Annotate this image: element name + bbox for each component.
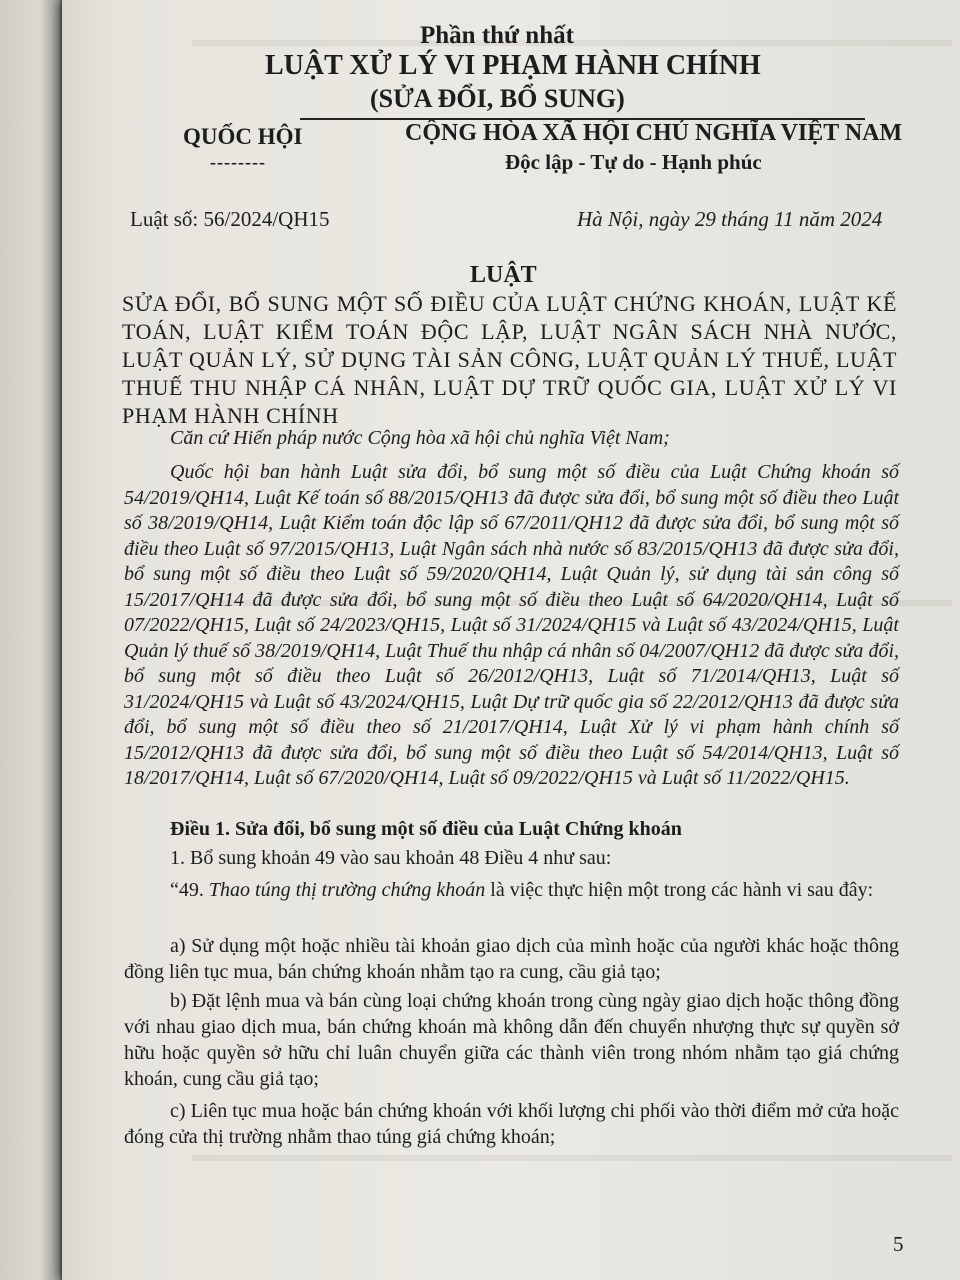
- law-number: Luật số: 56/2024/QH15: [130, 207, 330, 231]
- point-c: c) Liên tục mua hoặc bán chứng khoán với khối lượng chi phối vào thời điểm mở cửa hoặc đóng cửa thị trường nhằm thao túng giá chứng khoán;: [124, 1100, 899, 1148]
- point-a: a) Sử dụng một hoặc nhiều tài khoản giao dịch của mình hoặc của người khác hoặc thông đồng liên tục mua, bán chứng khoán nhằm tạo ra cung, cầu giả tạo;: [124, 935, 899, 983]
- issuer-separator: --------: [210, 152, 266, 172]
- part-label: Phần thứ nhất: [420, 22, 574, 49]
- national-motto: Độc lập - Tự do - Hạnh phúc: [505, 150, 762, 174]
- article-1-heading: Điều 1. Sửa đổi, bổ sung một số điều của Luật Chứng khoán: [170, 818, 682, 840]
- point-b: b) Đặt lệnh mua và bán cùng loại chứng khoán trong cùng ngày giao dịch hoặc thông đồng với nhau giao dịch mua, bán chứng khoán mà không dẫn đến chuyển nhượng thực sự quyền sở hữu hoặc quyền sở hữu chỉ luân chuyển giữa các thành viên trong nhóm nhằm tạo giá chứng khoán, cung cầu giả tạo;: [124, 990, 899, 1090]
- item-49-definition: là việc thực hiện một trong các hành vi sau đây:: [485, 879, 874, 901]
- legal-basis: Căn cứ Hiến pháp nước Cộng hòa xã hội chủ nghĩa Việt Nam;: [170, 427, 670, 449]
- place-date: Hà Nội, ngày 29 tháng 11 năm 2024: [577, 207, 883, 231]
- enactment-clause: Quốc hội ban hành Luật sửa đổi, bổ sung một số điều của Luật Chứng khoán số 54/2019/QH14, Luật Kế toán số 88/2015/QH13 đã được sửa đổi, bổ sung một số điều theo Luật số 38/2019/QH14, Luật Kiểm toán độc lập số 67/2011/QH12 đã được sửa đổi, bổ sung một số điều theo Luật số 97/2015/QH13, Luật Ngân sách nhà nước số 83/2015/QH13 đã được sửa đổi, bổ sung một số điều theo Luật số 59/2020/QH14, Luật Quản lý, sử dụng tài sản công số 15/2017/QH14 đã được sửa đổi, bổ sung một số điều theo Luật số 64/2020/QH14, Luật số 07/2022/QH15, Luật số 24/2023/QH15, Luật số 31/2024/QH15 và Luật số 43/2024/QH15, Luật Quản lý thuế số 38/2019/QH14, Luật Thuế thu nhập cá nhân số 04/2007/QH12 đã được sửa đổi, bổ sung một số điều theo Luật số 26/2012/QH13, Luật số 71/2014/QH13, Luật số 31/2024/QH15 và Luật số 43/2024/QH15, Luật Dự trữ quốc gia số 22/2012/QH13 đã được sửa đổi, bổ sung một số điều theo số 21/2017/QH14, Luật Xử lý vi phạm hành chính số 15/2012/QH13 đã được sửa đổi, bổ sung một số điều theo Luật số 54/2014/QH13, Luật số 18/2017/QH14, Luật số 67/2020/QH14, Luật số 09/2022/QH15 và Luật số 11/2022/QH15.: [124, 461, 899, 789]
- clause-1: 1. Bổ sung khoản 49 vào sau khoản 48 Điều 4 như sau:: [170, 847, 612, 869]
- page-number: 5: [893, 1232, 904, 1256]
- country-name: CỘNG HÒA XÃ HỘI CHỦ NGHĨA VIỆT NAM: [405, 120, 903, 146]
- issuing-body: QUỐC HỘI: [183, 124, 303, 149]
- item-49-number: “49.: [170, 879, 209, 901]
- show-through-text: [192, 1155, 952, 1161]
- adjacent-page-edge: [0, 0, 64, 1280]
- document-type: LUẬT: [470, 262, 537, 288]
- amendment-status: (SỬA ĐỔI, BỔ SUNG): [370, 84, 625, 113]
- item-49-term: Thao túng thị trường chứng khoán: [208, 879, 486, 901]
- law-name-heading: LUẬT XỬ LÝ VI PHẠM HÀNH CHÍNH: [265, 50, 761, 81]
- item-49: [124, 876, 899, 904]
- law-title: SỬA ĐỔI, BỔ SUNG MỘT SỐ ĐIỀU CỦA LUẬT CHỨNG KHOÁN, LUẬT KẾ TOÁN, LUẬT KIỂM TOÁN ĐỘC LẬP, LUẬT NGÂN SÁCH NHÀ NƯỚC, LUẬT QUẢN LÝ, SỬ DỤNG TÀI SẢN CÔNG, LUẬT QUẢN LÝ THUẾ, LUẬT THUẾ THU NHẬP CÁ NHÂN, LUẬT DỰ TRỮ QUỐC GIA, LUẬT XỬ LÝ VI PHẠM HÀNH CHÍNH: [122, 291, 897, 428]
